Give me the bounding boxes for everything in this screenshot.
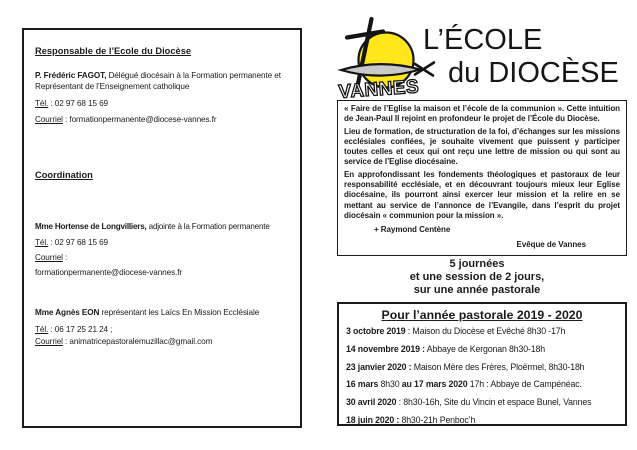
- schedule-detail: Maison Mère des Frères, Ploërmel, 8h30-18h: [411, 361, 585, 372]
- responsable-phone-line: [35, 98, 291, 109]
- bishop-signature: + Raymond Centène: [374, 225, 451, 235]
- coordinator-role: adjointe à la Formation permanente: [146, 222, 270, 231]
- responsable-role-line1: Délégué diocésain à la Formation permanente et: [106, 71, 281, 80]
- responsable-email-line: [35, 114, 291, 125]
- schedule-date: 23 janvier 2020 :: [346, 361, 412, 372]
- logo-city-label: VANNES: [337, 76, 420, 102]
- page-title: [423, 24, 619, 90]
- schedule-date: 30 avril 2020: [346, 397, 397, 408]
- courriel-label: Courriel: [35, 253, 63, 262]
- responsable-contact: [35, 70, 291, 92]
- schedule-entry: [346, 415, 618, 426]
- responsable-role-line2: Représentant de l’Enseignement catholique: [35, 82, 190, 91]
- courriel-label: Courriel: [35, 337, 63, 346]
- diocese-vannes-logo: [336, 12, 436, 102]
- eon-phone-line: [35, 324, 291, 335]
- schedule-entry: [346, 326, 618, 337]
- tel-label: Tél.: [35, 99, 49, 108]
- schedule-entry: [346, 397, 618, 408]
- schedule-date: au 17 mars 2020: [401, 379, 468, 390]
- eon-name: Mme Agnès EON: [35, 308, 100, 317]
- schedule-detail: 8h30-21h Penboc’h: [399, 414, 476, 425]
- quote-paragraph-1: « Faire de l’Eglise la maison et l’école de la communion ». Cette intuition de Jean-Paul II rejoint en profondeur le projet de l’École du Diocèse.: [344, 104, 620, 124]
- responsable-email: : formationpermanente@diocese-vannes.fr: [62, 115, 217, 124]
- contacts-panel: [22, 28, 302, 428]
- schedule-detail: Abbaye de Kergonan 8h30-18h: [424, 343, 546, 354]
- schedule-detail: 17h : Abbaye de Campénéac.: [467, 379, 582, 390]
- coordinator-phone-line: [35, 237, 291, 248]
- bishop-quote-box: [337, 100, 627, 256]
- page-title-line2: du DIOCÈSE: [448, 57, 619, 89]
- coordinator-email: formationpermanente@diocese-vannes.fr: [35, 268, 183, 277]
- responsable-name: P. Frédéric FAGOT,: [35, 71, 107, 80]
- page-title-line1: L’ÉCOLE: [423, 24, 543, 56]
- eon-email-line: [35, 336, 291, 347]
- tel-label: Tél.: [35, 325, 49, 334]
- program-summary: [337, 258, 617, 297]
- schedule-detail: : 8h30-16h, Site du Vincin et espace Bunel, Vannes: [396, 397, 592, 408]
- responsable-phone: : 02 97 68 15 69: [48, 99, 109, 108]
- coordination-heading: Coordination: [35, 170, 93, 180]
- schedule-title: Pour l’année pastorale 2019 - 2020: [381, 308, 583, 322]
- schedule-entry: [346, 379, 618, 390]
- eon-contact: [35, 307, 291, 318]
- eon-role: représentant les Laïcs En Mission Ecclésiale: [99, 308, 260, 317]
- summary-line1: 5 journées: [449, 258, 505, 270]
- quote-paragraph-2: Lieu de formation, de structuration de la foi, d’échanges sur les missions ecclésiales confiées, je souhaite vivement que puissent y participer toutes celles et ceux qui ont reçu une lettre de mission ou qui sont au service de l’Eglise diocésaine.: [344, 126, 620, 167]
- coordinator-phone: : 02 97 68 15 69: [48, 238, 109, 247]
- quote-paragraph-3: En approfondissant les fondements théologiques et pastoraux de leur responsabilité ecclésiale, et en découvrant toujours mieux leur Eglise diocésaine, ils pourront ainsi exercer leur mission et la relire en se mettant au service de l’annonce de l’Evangile, dans l’esprit du projet diocésain « communion pour la mission ».: [344, 169, 620, 220]
- schedule-time: 8h30: [378, 379, 402, 390]
- schedule-entry: [346, 362, 618, 373]
- schedule-date: 14 novembre 2019 :: [346, 343, 425, 354]
- summary-line3: sur une année pastorale: [413, 284, 541, 296]
- schedule-entry: [346, 344, 618, 355]
- diocese-logo-icon: [336, 12, 436, 102]
- eon-phone: : 06 17 25 21 24 ;: [48, 325, 113, 334]
- coordinator-email-label-line: [35, 252, 291, 263]
- coordinator-email-colon: :: [62, 253, 68, 262]
- responsable-heading: Responsable de l’Ecole du Diocèse: [35, 46, 192, 56]
- schedule-date: 16 mars: [346, 379, 379, 390]
- schedule-box: [337, 302, 627, 426]
- schedule-detail: : Maison du Diocèse et Evêché 8h30 -17h: [405, 326, 566, 336]
- bishop-title: Evêque de Vannes: [516, 239, 586, 249]
- eon-email: : animatricepastoralemuzillac@gmail.com: [62, 337, 213, 346]
- coordinator-contact: [35, 221, 291, 232]
- schedule-date: 3 octobre 2019: [346, 326, 406, 336]
- schedule-date: 18 juin 2020 :: [346, 414, 400, 425]
- coordinator-name: Mme Hortense de Longvilliers,: [35, 222, 147, 231]
- summary-line2: et une session de 2 jours,: [409, 271, 545, 283]
- tel-label: Tél.: [35, 238, 49, 247]
- courriel-label: Courriel: [35, 115, 63, 124]
